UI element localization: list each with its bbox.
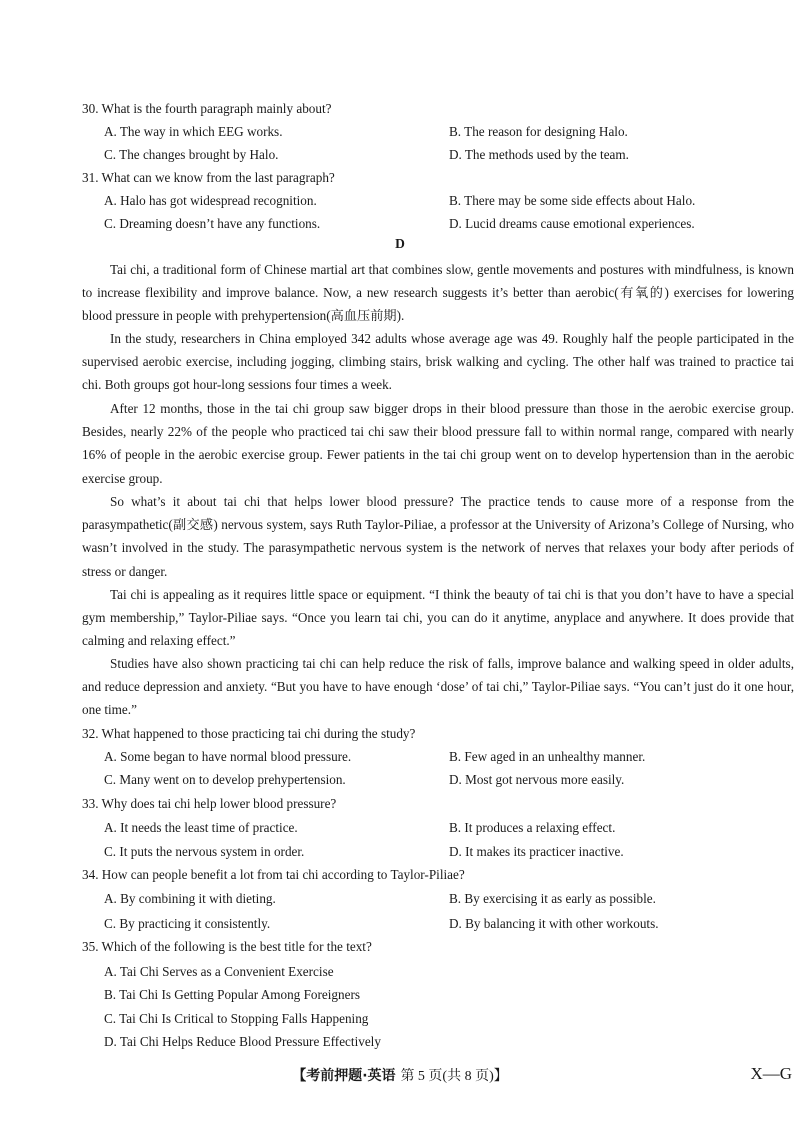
question-35-stem: 35. Which of the following is the best title for the text? <box>82 939 372 954</box>
question-34-option-c: C. By practicing it consistently. <box>104 916 271 931</box>
question-35-option-d: D. Tai Chi Helps Reduce Blood Pressure Effectively <box>104 1034 381 1049</box>
question-33-option-c: C. It puts the nervous system in order. <box>104 844 305 859</box>
question-32-option-b: B. Few aged in an unhealthy manner. <box>449 749 646 764</box>
question-31-option-a: A. Halo has got widespread recognition. <box>104 193 317 208</box>
question-32-stem: 32. What happened to those practicing tai chi during the study? <box>82 726 416 741</box>
footer-title: 【考前押题·英语 <box>292 1068 396 1084</box>
question-31-stem: 31. What can we know from the last paragraph? <box>82 170 335 185</box>
question-30-option-c: C. The changes brought by Halo. <box>104 147 279 162</box>
question-33-option-b: B. It produces a relaxing effect. <box>449 820 616 835</box>
passage-paragraph-1: Tai chi, a traditional form of Chinese martial art that combines slow, gentle movements and postures with mindfulness, is known to increase flexibility and improve balance. Now, a new research suggests it’s better than aerobic(有氧的) exercises for lowering blood pressure in people with prehypertension(高血压前期). <box>82 262 794 324</box>
question-32-option-a: A. Some began to have normal blood pressure. <box>104 749 352 764</box>
question-34-option-a: A. By combining it with dieting. <box>104 891 276 906</box>
passage-paragraph-5: Tai chi is appealing as it requires little space or equipment. “I think the beauty of tai chi is that you don’t have to have a special gym membership,” Taylor-Piliae says. “Once you learn tai chi, you can do it anytime, anyplace and anywhere. It does provide that calming and relaxing effect.” <box>82 587 794 649</box>
question-33-option-a: A. It needs the least time of practice. <box>104 820 298 835</box>
footer-page-number: 第 5 页(共 8 页)】 <box>400 1069 508 1084</box>
section-heading: D <box>395 236 405 251</box>
footer-code: X—G <box>750 1064 792 1083</box>
passage-paragraph-4: So what’s it about tai chi that helps lower blood pressure? The practice tends to cause more of a response from the parasympathetic(副交感) nervous system, says Ruth Taylor-Piliae, a professor at the University of Arizona’s College of Nursing, who wasn’t involved in the study. The parasympathetic nervous system is the network of nerves that relaxes your body after periods of stress or danger. <box>82 494 794 579</box>
passage-paragraph-6: Studies have also shown practicing tai chi can help reduce the risk of falls, improve balance and walking speed in older adults, and reduce depression and anxiety. “But you have to have enough ‘dose’ of tai chi,” Taylor-Piliae says. “You can’t just do it one hour, one time.” <box>82 656 794 718</box>
question-33-option-d: D. It makes its practicer inactive. <box>449 844 624 859</box>
question-34-option-b: B. By exercising it as early as possible. <box>449 891 656 906</box>
question-35-option-c: C. Tai Chi Is Critical to Stopping Falls Happening <box>104 1011 369 1026</box>
question-33-stem: 33. Why does tai chi help lower blood pressure? <box>82 796 337 811</box>
question-32-option-c: C. Many went on to develop prehypertension. <box>104 772 346 787</box>
passage-paragraph-2: In the study, researchers in China employed 342 adults whose average age was 49. Roughly half the people participated in the supervised aerobic exercise, including jogging, climbing stairs, brisk walking and cycling. The other half was trained to practice tai chi. Both groups got hour-long sessions four times a week. <box>82 331 794 393</box>
question-30-stem: 30. What is the fourth paragraph mainly about? <box>82 101 332 116</box>
question-35-option-a: A. Tai Chi Serves as a Convenient Exercise <box>104 964 334 979</box>
question-32-option-d: D. Most got nervous more easily. <box>449 772 625 787</box>
question-30-option-b: B. The reason for designing Halo. <box>449 124 628 139</box>
question-30-option-d: D. The methods used by the team. <box>449 147 629 162</box>
page-footer <box>0 1065 800 1085</box>
passage-paragraph-3: After 12 months, those in the tai chi group saw bigger drops in their blood pressure than those in the aerobic exercise group. Besides, nearly 22% of the people who practiced tai chi saw their blood pressure fall to within normal range, compared with nearly 16% of people in the aerobic exercise group. Fewer patients in the tai chi group went on to develop hypertension than in the aerobic exercise group. <box>82 401 794 486</box>
question-35-option-b: B. Tai Chi Is Getting Popular Among Foreigners <box>104 987 360 1002</box>
question-30-option-a: A. The way in which EEG works. <box>104 124 283 139</box>
question-34-option-d: D. By balancing it with other workouts. <box>449 916 659 931</box>
question-31-option-b: B. There may be some side effects about Halo. <box>449 193 696 208</box>
question-31-option-d: D. Lucid dreams cause emotional experiences. <box>449 216 695 231</box>
question-34-stem: 34. How can people benefit a lot from tai chi according to Taylor-Piliae? <box>82 867 465 882</box>
question-31-option-c: C. Dreaming doesn’t have any functions. <box>104 216 321 231</box>
